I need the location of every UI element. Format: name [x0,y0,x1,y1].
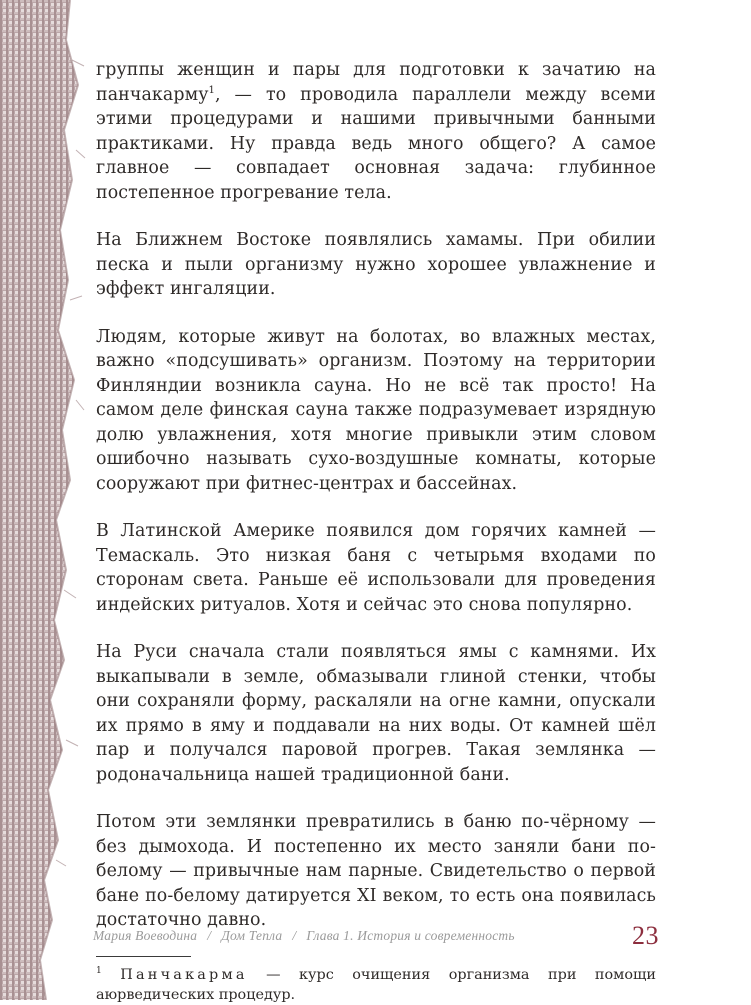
footer-separator: / [207,928,212,943]
paragraph-1 [96,58,656,205]
paragraph-4: В Латинской Америке появился дом горячих камней — Темаскаль. Это низкая баня с четырьмя входами по сторонам света. Раньше её использовали для проведения индейских ритуалов. Хотя и сейчас это снова популярно. [96,521,656,615]
footer-book-title: Дом Тепла [221,928,283,943]
footnote-divider [96,956,191,957]
footer-author: Мария Воеводина [93,928,198,943]
paragraph-1-text: группы женщин и пары для подготовки к зачатию на панчакарму [96,60,656,105]
footer-separator: / [292,928,297,943]
footnote [96,965,656,1005]
paragraph-1-text-continued: , — то проводила параллели между всеми этими процедурами и нашими привычными банными практиками. Ну правда ведь много общего? А самое главное — совпадает основная задача: глубинное постепенное прогревание тела. [96,84,656,203]
burlap-fabric-decoration [0,0,86,1000]
page-number: 23 [632,921,659,950]
paragraph-2: На Ближнем Востоке появлялись хамамы. При обилии песка и пыли организму нужно хорошее увлажнение и эффект ингаляции. [96,230,656,299]
paragraph-6: Потом эти землянки превратились в баню по-чёрному — без дымохода. И постепенно их место заняли бани по-белому — привычные нам парные. Свидетельство о первой бане по-белому датируется XI веком, то есть она появилась достаточно давно. [96,812,656,930]
running-footer [93,928,515,944]
page-body [96,58,656,1005]
footnote-marker: 1 [96,965,102,976]
footnote-term: Панчакарма [120,966,248,983]
paragraph-3: Людям, которые живут на болотах, во влажных местах, важно «подсушивать» организм. Поэтому на территории Финляндии возникла сауна. Но не всё так просто! На самом деле финская сауна также подразумевает изрядную долю увлажнения, хотя многие привыкли этим словом ошибочно называть сухо-воздушные комнаты, которые сооружают при фитнес-центрах и бассейнах. [96,326,656,494]
footer-chapter-title: Глава 1. История и современность [306,928,515,943]
footnote-reference[interactable]: 1 [208,84,216,96]
page-footer [93,919,659,953]
paragraph-5: На Руси сначала стали появляться ямы с камнями. Их выкапывали в земле, обмазывали глиной стенки, чтобы они сохраняли форму, раскаляли на огне камни, опускали их прямо в яму и поддавали на них воды. От камней шёл пар и получался паровой прогрев. Такая землянка — родоначальница нашей традиционной бани. [96,642,656,785]
footnote-text: — курс очищения организма при помощи аюрведических процедур. [96,966,656,1003]
